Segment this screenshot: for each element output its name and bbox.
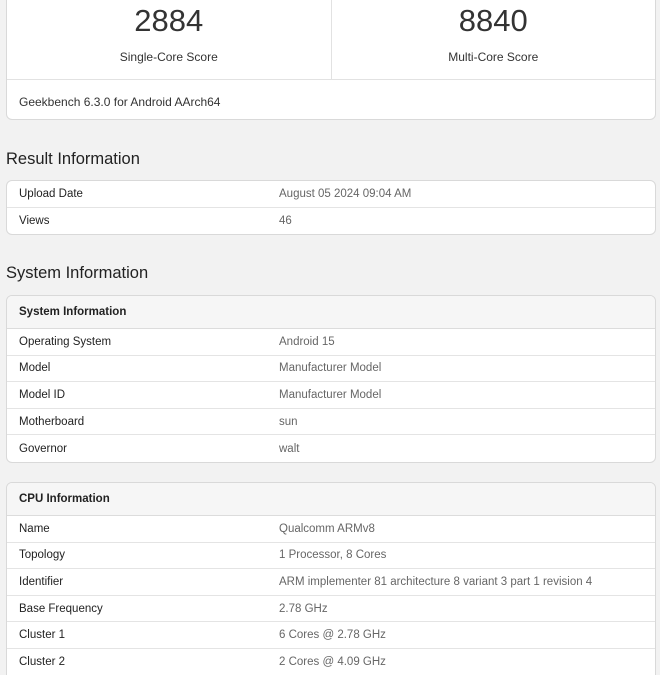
- table-row: [7, 409, 655, 436]
- row-value: Manufacturer Model: [279, 388, 382, 401]
- table-row: [7, 181, 655, 208]
- row-key: Base Frequency: [19, 602, 103, 615]
- row-value: August 05 2024 09:04 AM: [279, 187, 412, 200]
- result-information-title: Result Information: [6, 150, 140, 168]
- table-row: [7, 208, 655, 235]
- single-core-score-label: Single-Core Score: [119, 50, 218, 64]
- row-key: Topology: [19, 549, 66, 562]
- table-row: [7, 435, 655, 462]
- table-row: [7, 329, 655, 356]
- row-key: Model ID: [19, 388, 66, 401]
- table-row: [7, 516, 655, 543]
- row-key: Name: [19, 522, 50, 535]
- row-key: Cluster 1: [19, 629, 66, 642]
- single-core-score: [7, 0, 331, 79]
- system-information-card: [6, 295, 656, 463]
- row-key: Upload Date: [19, 187, 83, 200]
- row-value: walt: [279, 442, 300, 455]
- benchmark-version: Geekbench 6.3.0 for Android AArch64: [19, 95, 221, 109]
- row-key: Motherboard: [19, 415, 85, 428]
- row-key: Model: [19, 362, 51, 375]
- cpu-information-card: [6, 482, 656, 675]
- row-value: 6 Cores @ 2.78 GHz: [279, 629, 386, 642]
- row-value: 46: [279, 214, 292, 227]
- table-row: [7, 543, 655, 570]
- scores-row: [7, 0, 655, 80]
- multi-core-score: [331, 0, 656, 79]
- row-value: Qualcomm ARMv8: [279, 522, 375, 535]
- table-row: [7, 622, 655, 649]
- table-row: [7, 649, 655, 675]
- row-key: Views: [19, 214, 50, 227]
- table-row: [7, 569, 655, 596]
- row-value: Android 15: [279, 335, 335, 348]
- row-key: Cluster 2: [19, 656, 66, 669]
- table-row: [7, 356, 655, 383]
- cpu-information-header: CPU Information: [7, 483, 655, 516]
- multi-core-score-value: 8840: [458, 3, 528, 38]
- row-value: Manufacturer Model: [279, 362, 382, 375]
- system-information-header: System Information: [7, 296, 655, 329]
- row-value: sun: [279, 415, 298, 428]
- score-card: [6, 0, 656, 120]
- row-value: 1 Processor, 8 Cores: [279, 549, 387, 562]
- system-information-title: System Information: [6, 264, 149, 282]
- result-information-card: [6, 180, 656, 235]
- single-core-score-value: 2884: [134, 3, 204, 38]
- row-value: 2 Cores @ 4.09 GHz: [279, 656, 386, 669]
- row-key: Identifier: [19, 575, 64, 588]
- row-value: ARM implementer 81 architecture 8 variant 3 part 1 revision 4: [279, 575, 593, 588]
- table-row: [7, 382, 655, 409]
- multi-core-score-label: Multi-Core Score: [448, 50, 539, 64]
- table-row: [7, 596, 655, 623]
- row-value: 2.78 GHz: [279, 602, 328, 615]
- row-key: Governor: [19, 442, 67, 455]
- row-key: Operating System: [19, 335, 112, 348]
